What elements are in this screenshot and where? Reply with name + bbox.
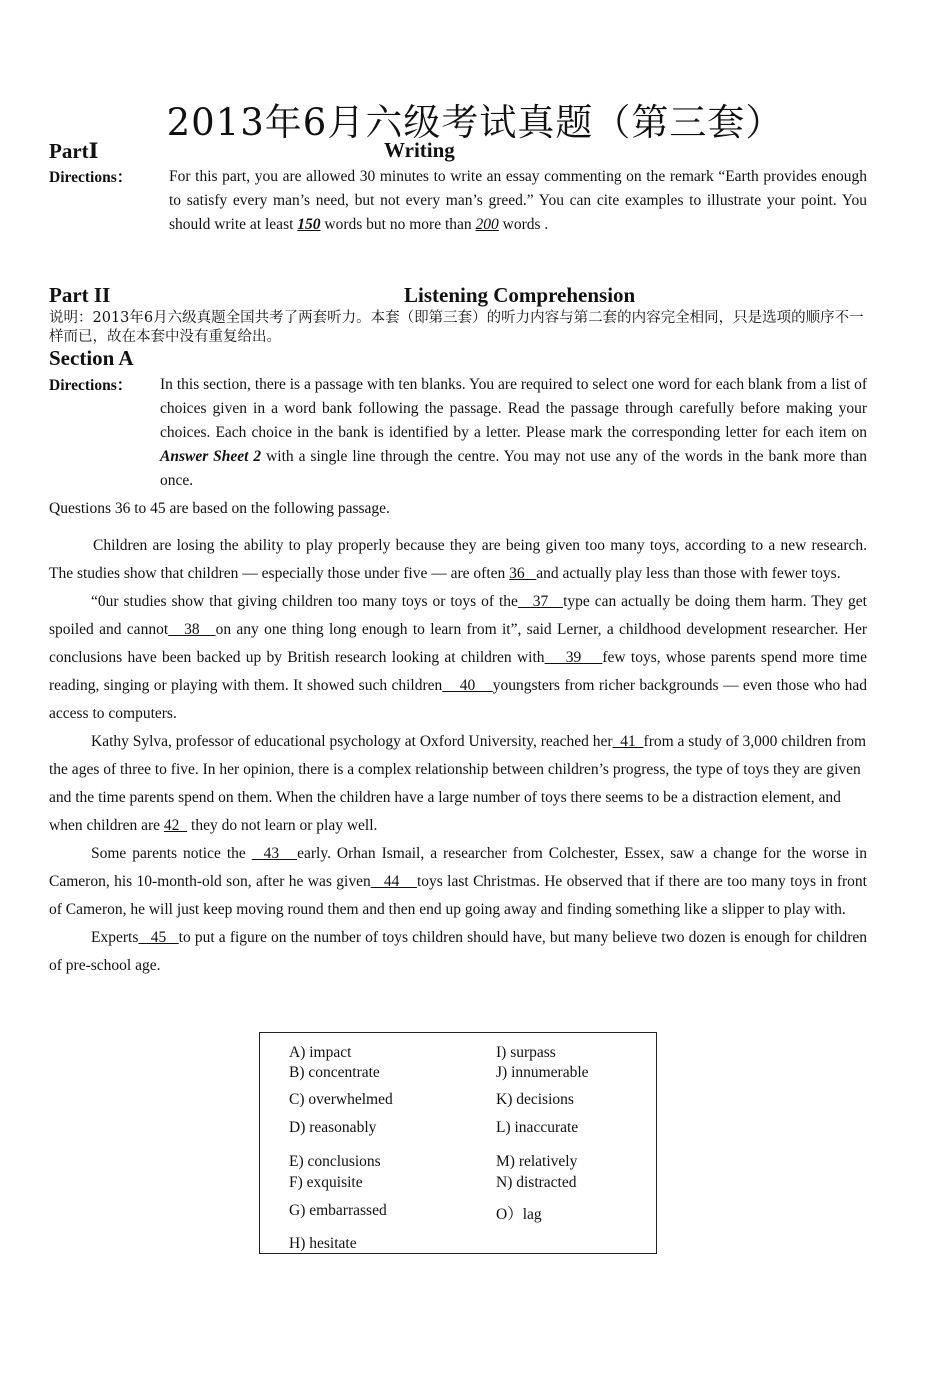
blank-44: 44 — [370, 873, 417, 890]
passage-paragraph-5 — [49, 924, 867, 980]
bank-option-l: L) inaccurate — [496, 1119, 579, 1136]
section-a-directions-text-a: In this section, there is a passage with ten blanks. You are required to select one word for each blank from a list of choices given in a word bank following the passage. Read the passage through carefully before making your choices. Each choice in the bank is identified by a letter. Please mark the corresponding letter for each item on — [160, 376, 867, 441]
section-a-directions — [160, 373, 867, 493]
bank-option-e: E) conclusions — [289, 1153, 381, 1170]
part1-directions-text-a: For this part, you are allowed 30 minutes to write an essay commenting on the remark “Earth provides enough to satisfy every man’s need, but not every man’s greed.” You can cite examples to illustrate your point. You should write at least — [169, 168, 867, 233]
bank-option-h: H) hesitate — [289, 1235, 357, 1252]
blank-38: 38 — [168, 621, 216, 638]
bank-option-b: B) concentrate — [289, 1064, 380, 1081]
passage-paragraph-3 — [49, 728, 867, 840]
bank-option-a: A) impact — [289, 1044, 352, 1061]
bank-option-j: J) innumerable — [496, 1064, 589, 1081]
section-a-heading: Section A — [49, 346, 134, 370]
passage-text: type can actually be doing them harm. They get spoiled and cannot — [49, 593, 867, 638]
passage-text: Kathy Sylva, professor of educational psychology at Oxford University, reached her — [91, 733, 613, 750]
blank-39: 39 — [544, 649, 603, 666]
passage-text: Children are losing the ability to play properly because they are being given too many toys, according to a new research. The studies show that children — especially those under five — are often — [49, 537, 867, 582]
questions-line: Questions 36 to 45 are based on the following passage. — [49, 500, 390, 517]
section-a-directions-text-b: with a single line through the centre. You may not use any of the words in the bank more than once. — [160, 448, 867, 489]
blank-43: 43 — [251, 845, 298, 862]
passage-text: “0ur studies show that giving children too many toys or toys of the — [91, 593, 518, 610]
passage-text: Experts — [91, 929, 139, 946]
bank-option-o: O）lag — [496, 1206, 542, 1223]
blank-40: 40 — [442, 677, 493, 694]
max-words: 200 — [475, 216, 499, 233]
part1-directions — [169, 165, 867, 237]
part2-title: Listening Comprehension — [404, 283, 636, 307]
part1-directions-text-b: words but no more than — [320, 216, 476, 233]
word-bank — [259, 1032, 657, 1254]
blank-37: 37 — [517, 593, 564, 610]
passage-paragraph-2 — [49, 588, 867, 728]
passage-text: to put a figure on the number of toys children should have, but many believe two dozen is enough for children of pre-school age. — [49, 929, 867, 974]
passage-text: toys last Christmas. He observed that if there are too many toys in front of Cameron, he will just keep moving round them and then end up going away and finding something like a slipper to play with. — [49, 873, 867, 918]
bank-option-g: G) embarrassed — [289, 1202, 387, 1219]
page-title: 2013年6月六级考试真题（第三套） — [166, 101, 784, 144]
part1-title: Writing — [384, 138, 455, 162]
passage-text: Some parents notice the — [91, 845, 252, 862]
bank-option-i: I) surpass — [496, 1044, 556, 1061]
part1-directions-label: Directions： — [49, 169, 133, 186]
part2-heading: Part II — [49, 283, 111, 307]
section-a-directions-label: Directions： — [49, 377, 133, 394]
passage-text: few toys, whose parents spend more time reading, singing or playing with them. It showed such children — [49, 649, 868, 694]
passage-paragraph-4 — [49, 840, 867, 924]
part1-directions-text-c: words . — [498, 216, 549, 233]
blank-41: 41 — [612, 733, 644, 750]
min-words: 150 — [297, 216, 321, 233]
passage — [49, 532, 867, 980]
blank-36: 36 — [509, 565, 537, 582]
bank-option-c: C) overwhelmed — [289, 1091, 393, 1108]
passage-text: they do not learn or play well. — [187, 817, 378, 834]
part1-heading: PartⅠ — [49, 139, 99, 163]
listening-note: 说明：2013年6月六级真题全国共考了两套听力。本套（即第三套）的听力内容与第二套的内容完全相同，只是选项的顺序不一样而已，故在本套中没有重复给出。 — [49, 310, 864, 345]
bank-option-k: K) decisions — [496, 1091, 574, 1108]
bank-option-m: M) relatively — [496, 1153, 578, 1170]
passage-text: on any one thing long enough to learn from it”, said Lerner, a childhood development researcher. Her conclusions have been backed up by British research looking at children with — [49, 621, 867, 666]
passage-text: from a study of 3,000 children from the ages of three to five. In her opinion, there is a complex relationship between children’s progress, the type of toys they are given and the time parents spend on them. When the children have a large number of toys there seems to be a distraction element, and when children are — [49, 733, 867, 834]
passage-paragraph-1 — [49, 532, 867, 588]
bank-option-n: N) distracted — [496, 1174, 577, 1191]
passage-text: early. Orhan Ismail, a researcher from Colchester, Essex, saw a change for the worse in Cameron, his 10-month-old son, after he was given — [49, 845, 868, 890]
passage-text: youngsters from richer backgrounds — even those who had access to computers. — [49, 677, 868, 722]
passage-text: and actually play less than those with fewer toys. — [536, 565, 841, 582]
blank-42: 42 — [163, 817, 188, 834]
bank-option-f: F) exquisite — [289, 1174, 363, 1191]
bank-option-d: D) reasonably — [289, 1119, 377, 1136]
blank-45: 45 — [138, 929, 179, 946]
answer-sheet-ref: Answer Sheet 2 — [160, 448, 262, 465]
